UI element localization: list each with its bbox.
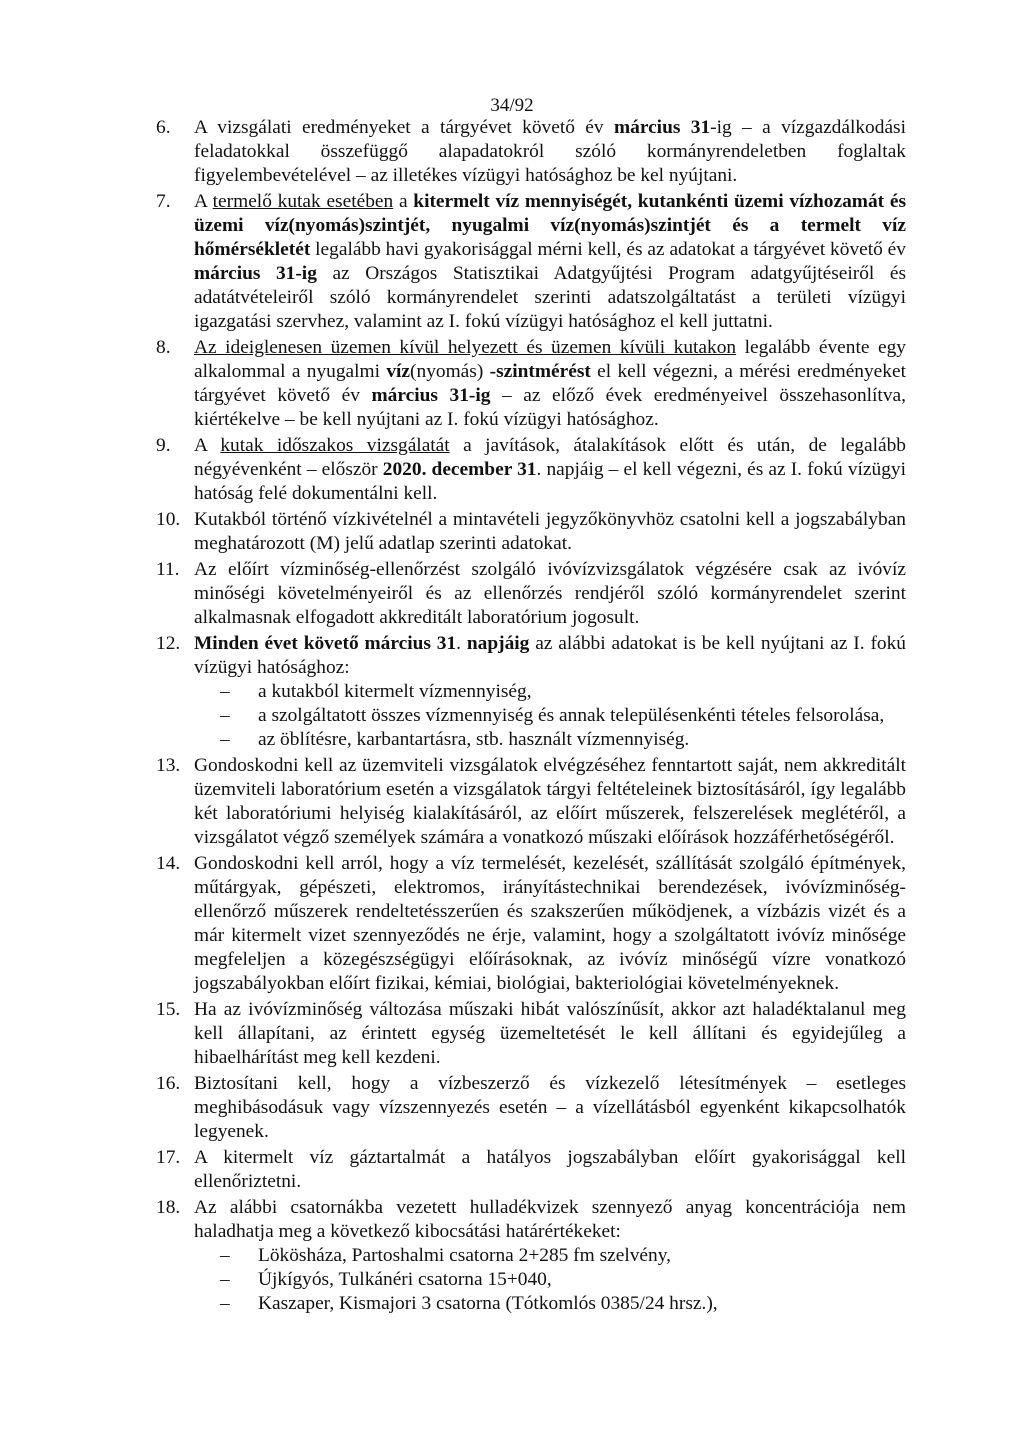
dash-list-text: a szolgáltatott összes vízmennyiség és annak településenkénti tételes felsorolása, [258,705,885,726]
list-item [156,1072,906,1144]
list-item [156,508,906,556]
list-item [156,558,906,630]
text-run: Az alábbi csatornákba vezetett hulladékvizek szennyező anyag koncentrációja nem haladhatja meg a következő kibocsátási határértékeket: [194,1197,906,1242]
item-text [194,632,906,680]
list-item [156,116,906,188]
underlined-text: kutak időszakos vizsgálatát [220,435,450,456]
text-run: legalább évente egy alkalommal a nyugalmi [194,337,906,382]
text-run: legalább havi gyakorisággal mérni kell, és az adatokat a tárgyévet követő év [310,239,906,260]
dash-list-item [194,1244,906,1268]
bold-text: Minden évet követő március 31 [194,633,457,654]
bold-text: napjáig [466,633,530,654]
dash-list-item [194,1268,906,1292]
dash-list-item [194,728,906,752]
item-number: 12. [156,633,181,654]
text-run: Az előírt vízminőség-ellenőrzést szolgáló ivóvízvizsgálatok végzésére csak az ivóvíz minőségi követelményeiről és az ellenőrzés rendjéről szóló kormányrendelet szerint alkalmasnak elfogadott akkreditált laboratórium jogosult. [194,559,906,628]
list-item [156,190,906,334]
item-text [194,336,906,432]
text-run: – az előző évek eredményeivel összehasonlítva, kiértékelve – be kell nyújtani az I. fokú vízügyi hatósághoz. [194,385,906,430]
page-number: 34/92 [490,95,534,116]
bold-text: kitermelt víz mennyiségét, kutankénti üzemi vízhozamát és üzemi víz(nyomás)szintjét, nyugalmi víz(nyomás)szintjét és a termelt víz hőmérsékletét [194,191,906,260]
text-run: A [194,435,221,456]
item-text [194,558,906,630]
item-number: 17. [156,1147,181,1168]
bold-text: 2020. december 31 [382,459,537,480]
item-number: 8. [156,337,171,358]
dash-list-text: Kaszaper, Kismajori 3 csatorna (Tótkomlós 0385/24 hrsz.), [258,1293,718,1314]
text-run: Gondoskodni kell arról, hogy a víz termelését, kezelését, szállítását szolgáló építmények, műtárgyak, gépészeti, elektromos, irányítástechnikai berendezések, ivóvízminőség-ellenőrző műszerek rendeltetésszerűen és szakszerűen működjenek, a vízbázis vizét és a már kitermelt vizet szennyeződés ne érje, valamint, hogy a szolgáltatott ivóvíz minősége megfeleljen a közegészségügyi előírásoknak, az ivóvíz minőségű vízre vonatkozó jogszabályokban előírt fizikai, kémiai, biológiai, bakteriológiai követelményeknek. [194,853,906,994]
item-text [194,116,906,188]
text-run: a javítások, átalakítások előtt és után, de legalább négyévenként – először [194,435,906,480]
bold-text: március 31-ig [371,385,491,406]
text-run: az Országos Statisztikai Adatgyűjtési Program adatgyűjtéseiről és adatátvételeiről szóló kormányrendelet szerinti adatszolgáltatást a területi vízügyi igazgatási szervhez, valamint az I. fokú vízügyi hatósághoz el kell juttatni. [194,263,906,332]
item-number: 13. [156,755,181,776]
text-run: (nyomás) [410,361,490,382]
dash-bullet: – [220,729,230,750]
underlined-text: termelő kutak esetében [212,191,394,212]
document-body [0,116,1024,1318]
item-text [194,1072,906,1144]
item-text [194,190,906,334]
dash-list-text: Lökösháza, Partoshalmi csatorna 2+285 fm szelvény, [258,1245,671,1266]
list-item [156,1196,906,1316]
dash-bullet: – [220,1245,230,1266]
list-item [156,1146,906,1194]
text-run: Kutakból történő vízkivételnél a mintavételi jegyzőkönyvhöz csatolni kell a jogszabályban meghatározott (M) jelű adatlap szerinti adatokat. [194,509,906,554]
list-item [156,998,906,1070]
bold-text: március 31-ig [194,263,317,284]
text-run: az alábbi adatokat is be kell nyújtani az I. fokú vízügyi hatósághoz: [194,633,906,678]
item-text [194,1146,906,1194]
dash-list-item [194,704,906,728]
text-run: Gondoskodni kell az üzemviteli vizsgálatok elvégzéséhez fenntartott saját, nem akkreditált üzemviteli laboratórium esetén a vizsgálatok tárgyi feltételeinek biztosításáról, így legalább két laboratóriumi helyiség kialakításáról, az előírt műszerek, felszerelések meglétéről, a vizsgálatot végző személyek számára a vonatkozó műszaki előírások hozzáférhetőségéről. [194,755,906,848]
dash-list-item [194,1292,906,1316]
dash-bullet: – [220,681,230,702]
bold-text: -szintmérést [489,361,591,382]
dash-bullet: – [220,1293,230,1314]
underlined-text: Az ideiglenesen üzemen kívül helyezett és üzemen kívüli kutakon [194,337,737,358]
dash-bullet: – [220,705,230,726]
text-run: el kell végezni, a mérési eredményeket tárgyévet követő év [194,361,906,406]
text-run: . napjáig – el kell végezni, és az I. fokú vízügyi hatóság felé dokumentálni kell. [194,459,906,504]
bold-text: víz [386,361,411,382]
item-text [194,754,906,850]
item-text [194,852,906,996]
text-run: A [194,191,213,212]
text-run: Biztosítani kell, hogy a vízbeszerző és vízkezelő létesítmények – esetleges meghibásodásuk vagy vízszennyezés esetén – a vízellátásból egyenként kikapcsolhatók legyenek. [194,1073,906,1142]
dash-list-item [194,680,906,704]
item-number: 10. [156,509,181,530]
item-text [194,434,906,506]
text-run: a [393,191,414,212]
item-text [194,998,906,1070]
dash-list-text: Újkígyós, Tulkánéri csatorna 15+040, [258,1269,552,1290]
text-run: Ha az ivóvízminőség változása műszaki hibát valószínűsít, akkor azt haladéktalanul meg kell állapítani, az érintett egység üzemeltetését le kell állítani és egyidejűleg a hibaelhárítást meg kell kezdeni. [194,999,906,1068]
dash-list [194,1244,906,1316]
list-item [156,852,906,996]
text-run: A kitermelt víz gáztartalmát a hatályos jogszabályban előírt gyakorisággal kell ellenőriztetni. [194,1147,906,1192]
text-run: . [456,633,467,654]
item-number: 6. [156,117,171,138]
item-number: 15. [156,999,181,1020]
dash-bullet: – [220,1269,230,1290]
bold-text: március 31 [613,117,711,138]
item-number: 14. [156,853,181,874]
text-run: -ig – a vízgazdálkodási feladatokkal összefüggő alapadatokról szóló kormányrendeletben foglaltak figyelembevételével – az illetékes vízügyi hatósághoz be kel nyújtani. [194,117,906,186]
dash-list [194,680,906,752]
dash-list-text: az öblítésre, karbantartásra, stb. használt vízmennyiség. [258,729,690,750]
text-run: A vizsgálati eredményeket a tárgyévet követő év [194,117,614,138]
list-item [156,632,906,752]
item-text [194,508,906,556]
item-number: 9. [156,435,171,456]
item-number: 18. [156,1197,181,1218]
list-item [156,434,906,506]
item-number: 7. [156,191,171,212]
dash-list-text: a kutakból kitermelt vízmennyiség, [258,681,532,702]
item-number: 11. [156,559,180,580]
list-item [156,336,906,432]
list-item [156,754,906,850]
item-text [194,1196,906,1244]
item-number: 16. [156,1073,181,1094]
